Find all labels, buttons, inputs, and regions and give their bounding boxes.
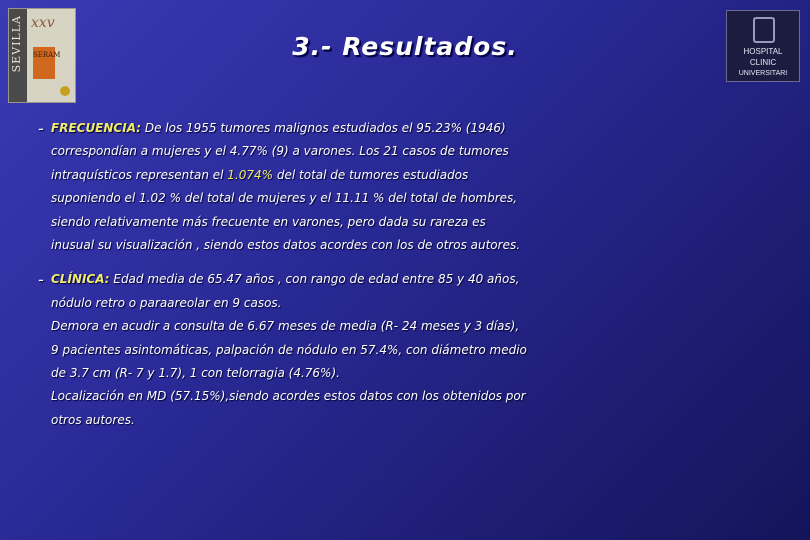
hospital-logo-line1: HOSPITAL (743, 47, 783, 56)
clinica-line-1 (51, 268, 798, 291)
clinica-line-2: nódulo retro o paraareolar en 9 casos. (51, 295, 282, 310)
frecuencia-line-5: siendo relativamente más frecuente en varones, pero dada su rareza es (51, 214, 486, 229)
slide-title: 3.- Resultados. (292, 32, 518, 61)
logo-vertical-text: SEVILLA (10, 15, 23, 73)
clinica-line-7: otros autores. (51, 412, 135, 427)
frecuencia-line-1-text: De los 1955 tumores malignos estudiados el 95.23% (1946) (141, 121, 506, 135)
frecuencia-paragraph (38, 117, 798, 257)
frecuencia-line-3-pre: intraquísticos representan el (51, 167, 228, 182)
bullet-dash: - (38, 270, 44, 290)
frecuencia-line-1 (51, 117, 798, 140)
hospital-logo-line3: UNIVERSITARI (738, 70, 788, 77)
clinica-line-3: Demora en acudir a consulta de 6.67 meses de media (R- 24 meses y 3 días), (51, 319, 520, 334)
clinica-keyword: CLÍNICA: (51, 272, 110, 287)
frecuencia-line-4: suponiendo el 1.02 % del total de mujeres y el 11.11 % del total de hombres, (51, 191, 518, 206)
logo-roman-numeral: xxv (31, 15, 55, 31)
clinica-paragraph (38, 268, 798, 432)
frecuencia-line-3 (51, 164, 798, 187)
hospital-logo-line2: CLINIC (749, 58, 777, 67)
frecuencia-line-3-post: del total de tumores estudiados (273, 167, 469, 182)
frecuencia-keyword: FRECUENCIA: (51, 121, 142, 135)
frecuencia-line-2: correspondían a mujeres y el 4.77% (9) a varones. Los 21 casos de tumores (51, 144, 509, 159)
logo-org-name: SERAM (33, 47, 55, 79)
clinica-line-6: Localización en MD (57.15%),siendo acordes estos datos con los obtenidos por (51, 389, 526, 404)
clinica-line-5: de 3.7 cm (R- 7 y 1.7), 1 con telorragia (4.76%). (51, 366, 340, 381)
bullet-dash: - (38, 119, 44, 138)
logo-badge-icon (60, 86, 70, 96)
clinica-line-1-text: Edad media de 65.47 años , con rango de edad entre 85 y 40 años, (109, 272, 520, 287)
clinica-line-4: 9 pacientes asintomáticas, palpación de nódulo en 57.4%, con diámetro medio (51, 342, 527, 357)
frecuencia-line-6: inusual su visualización , siendo estos datos acordes con los de otros autores. (51, 238, 521, 253)
slide-content (38, 117, 798, 443)
frecuencia-highlight-value: 1.074% (227, 167, 274, 182)
